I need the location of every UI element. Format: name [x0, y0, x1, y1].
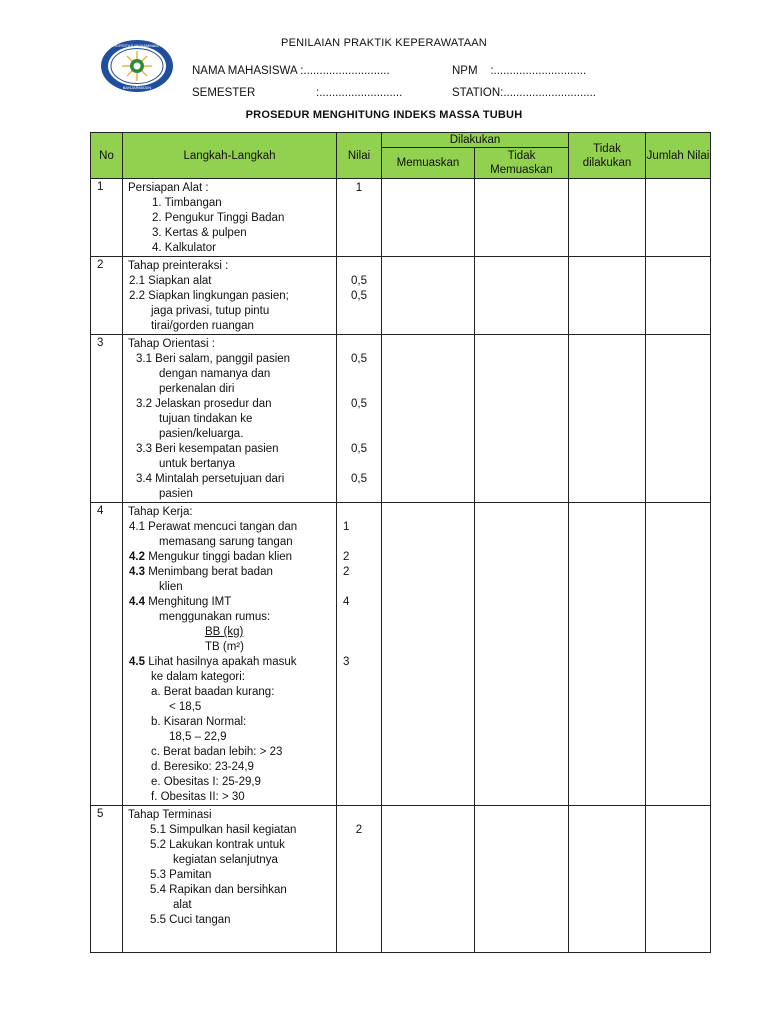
step-line: 5.5 Cuci tangan: [150, 914, 231, 926]
satisfactory-cell[interactable]: [382, 806, 475, 953]
row-steps: [123, 257, 337, 335]
score-value: [337, 337, 381, 352]
step-line: 4.2 Mengukur tinggi badan klien: [129, 551, 293, 563]
step-line: Tahap preinteraksi :: [128, 260, 229, 272]
not-satisfactory-cell[interactable]: [475, 503, 569, 806]
header-satisfactory: Memuaskan: [382, 148, 475, 179]
score-value: 2: [343, 566, 350, 578]
step-line: kegiatan selanjutnya: [173, 854, 278, 866]
score-value: [337, 808, 381, 823]
step-line: a. Berat baadan kurang:: [151, 686, 275, 698]
row-number: 5: [91, 806, 123, 953]
step-line: pasien/keluarga.: [159, 428, 244, 440]
formula-numerator: BB (kg): [205, 626, 244, 638]
step-line: dengan namanya dan: [159, 368, 271, 380]
score-value: [337, 259, 381, 274]
step-line: untuk bertanya: [159, 458, 236, 470]
score-value: [343, 580, 381, 595]
step-line: 2. Pengukur Tinggi Badan: [152, 212, 285, 224]
step-line: Tahap Terminasi: [128, 809, 212, 821]
step-line: menggunakan rumus:: [159, 611, 271, 623]
step-line: klien: [159, 581, 183, 593]
assessment-table: [90, 132, 711, 953]
score-value: [337, 457, 381, 472]
step-line: e. Obesitas I: 25-29,9: [151, 776, 261, 788]
row-number: 4: [91, 503, 123, 806]
step-line: 5.1 Simpulkan hasil kegiatan: [150, 824, 297, 836]
formula-denominator: TB (m²): [205, 641, 244, 653]
semester-label: SEMESTER: [192, 87, 256, 99]
step-line: 1. Timbangan: [152, 197, 222, 209]
step-line: 4.1 Perawat mencuci tangan dan: [129, 521, 298, 533]
score-value: 0,5: [351, 473, 367, 485]
score-value: [337, 427, 381, 442]
step-line: pasien: [159, 488, 193, 500]
score-value: 4: [343, 596, 350, 608]
row-score: [337, 257, 382, 335]
step-line: perkenalan diri: [159, 383, 235, 395]
step-line: d. Beresiko: 23-24,9: [151, 761, 254, 773]
step-line: 5.3 Pamitan: [150, 869, 212, 881]
not-satisfactory-cell[interactable]: [475, 806, 569, 953]
form-title: PENILAIAN PRAKTIK KEPERAWATAAN: [281, 37, 487, 49]
row-number: 2: [91, 257, 123, 335]
step-line: 3.2 Jelaskan prosedur dan: [136, 398, 272, 410]
header-not-satisfactory: Tidak Memuaskan: [475, 148, 569, 179]
not-satisfactory-cell[interactable]: [475, 257, 569, 335]
header-done: Dilakukan: [382, 133, 569, 148]
step-line: 18,5 – 22,9: [169, 731, 227, 743]
procedure-title: PROSEDUR MENGHITUNG INDEKS MASSA TUBUH: [245, 109, 523, 121]
semester-field: :..........................: [316, 87, 403, 99]
step-line: tirai/gorden ruangan: [151, 320, 254, 332]
header-no: No: [91, 133, 123, 179]
header-score: Nilai: [337, 133, 382, 179]
satisfactory-cell[interactable]: [382, 257, 475, 335]
step-line: 4. Kalkulator: [152, 242, 216, 254]
total-cell[interactable]: [646, 257, 711, 335]
step-line: tujuan tindakan ke: [159, 413, 253, 425]
table-row: [91, 503, 711, 806]
student-name-field: NAMA MAHASISWA :...........................: [192, 65, 390, 77]
total-cell[interactable]: [646, 503, 711, 806]
step-line: 4.5 Lihat hasilnya apakah masuk: [129, 656, 297, 668]
not-satisfactory-cell[interactable]: [475, 179, 569, 257]
score-value: 1: [343, 521, 350, 533]
table-row: [91, 257, 711, 335]
step-line: 4.4 Menghitung IMT: [129, 596, 232, 608]
total-cell[interactable]: [646, 806, 711, 953]
step-line: 3.4 Mintalah persetujuan dari: [136, 473, 285, 485]
step-line: 3.3 Beri kesempatan pasien: [136, 443, 279, 455]
total-cell[interactable]: [646, 335, 711, 503]
score-value: [343, 625, 381, 640]
score-value: 0,5: [351, 398, 367, 410]
not-done-cell[interactable]: [569, 257, 646, 335]
row-score: [337, 335, 382, 503]
table-row: [91, 806, 711, 953]
header-steps: Langkah-Langkah: [123, 133, 337, 179]
not-satisfactory-cell[interactable]: [475, 335, 569, 503]
header-total: Jumlah Nilai: [646, 133, 711, 179]
score-value: [343, 610, 381, 625]
step-line: Tahap Kerja:: [128, 506, 193, 518]
svg-text:UNIVERSITAS MUHAMMADIYAH: UNIVERSITAS MUHAMMADIYAH: [106, 43, 168, 48]
step-line: 5.2 Lakukan kontrak untuk: [150, 839, 285, 851]
row-steps: [123, 335, 337, 503]
score-value: 1: [355, 182, 363, 194]
step-line: f. Obesitas II: > 30: [151, 791, 245, 803]
row-steps: [123, 806, 337, 953]
satisfactory-cell[interactable]: [382, 503, 475, 806]
score-value: 0,5: [351, 275, 367, 287]
step-line: 4.3 Menimbang berat badan: [129, 566, 273, 578]
score-value: 3: [343, 656, 350, 668]
score-value: [343, 505, 381, 520]
score-value: 0,5: [351, 353, 367, 365]
step-line: ke dalam kategori:: [151, 671, 245, 683]
score-value: [337, 412, 381, 427]
step-line: alat: [173, 899, 192, 911]
score-value: [343, 640, 381, 655]
step-line: Tahap Orientasi :: [128, 338, 215, 350]
not-done-cell[interactable]: [569, 335, 646, 503]
score-value: 2: [343, 551, 350, 563]
table-row: [91, 335, 711, 503]
step-line: jaga privasi, tutup pintu: [151, 305, 270, 317]
score-value: 2: [355, 824, 363, 836]
step-line: 5.4 Rapikan dan bersihkan: [150, 884, 287, 896]
step-line: memasang sarung tangan: [159, 536, 293, 548]
table-row: [91, 179, 711, 257]
step-line: < 18,5: [169, 701, 202, 713]
row-score: [337, 806, 382, 953]
score-value: [337, 367, 381, 382]
score-value: [337, 382, 381, 397]
total-cell[interactable]: [646, 179, 711, 257]
row-steps: [123, 179, 337, 257]
row-score: [337, 179, 382, 257]
score-value: [343, 535, 381, 550]
svg-text:BANJARMASIN: BANJARMASIN: [122, 85, 152, 90]
satisfactory-cell[interactable]: [382, 335, 475, 503]
npm-field: NPM :.............................: [452, 65, 587, 77]
satisfactory-cell[interactable]: [382, 179, 475, 257]
step-line: c. Berat badan lebih: > 23: [151, 746, 283, 758]
step-line: 2.2 Siapkan lingkungan pasien;: [129, 290, 289, 302]
row-steps: [123, 503, 337, 806]
row-number: 1: [91, 179, 123, 257]
row-score: [337, 503, 382, 806]
step-line: 3.1 Beri salam, panggil pasien: [136, 353, 291, 365]
step-line: b. Kisaran Normal:: [151, 716, 247, 728]
score-value: 0,5: [351, 290, 367, 302]
not-done-cell[interactable]: [569, 503, 646, 806]
not-done-cell[interactable]: [569, 806, 646, 953]
step-line: Persiapan Alat :: [128, 182, 209, 194]
station-field: STATION:.............................: [452, 87, 596, 99]
row-number: 3: [91, 335, 123, 503]
header-not-done: Tidak dilakukan: [569, 133, 646, 179]
not-done-cell[interactable]: [569, 179, 646, 257]
step-line: 2.1 Siapkan alat: [129, 275, 212, 287]
score-value: 0,5: [351, 443, 367, 455]
step-line: 3. Kertas & pulpen: [152, 227, 247, 239]
